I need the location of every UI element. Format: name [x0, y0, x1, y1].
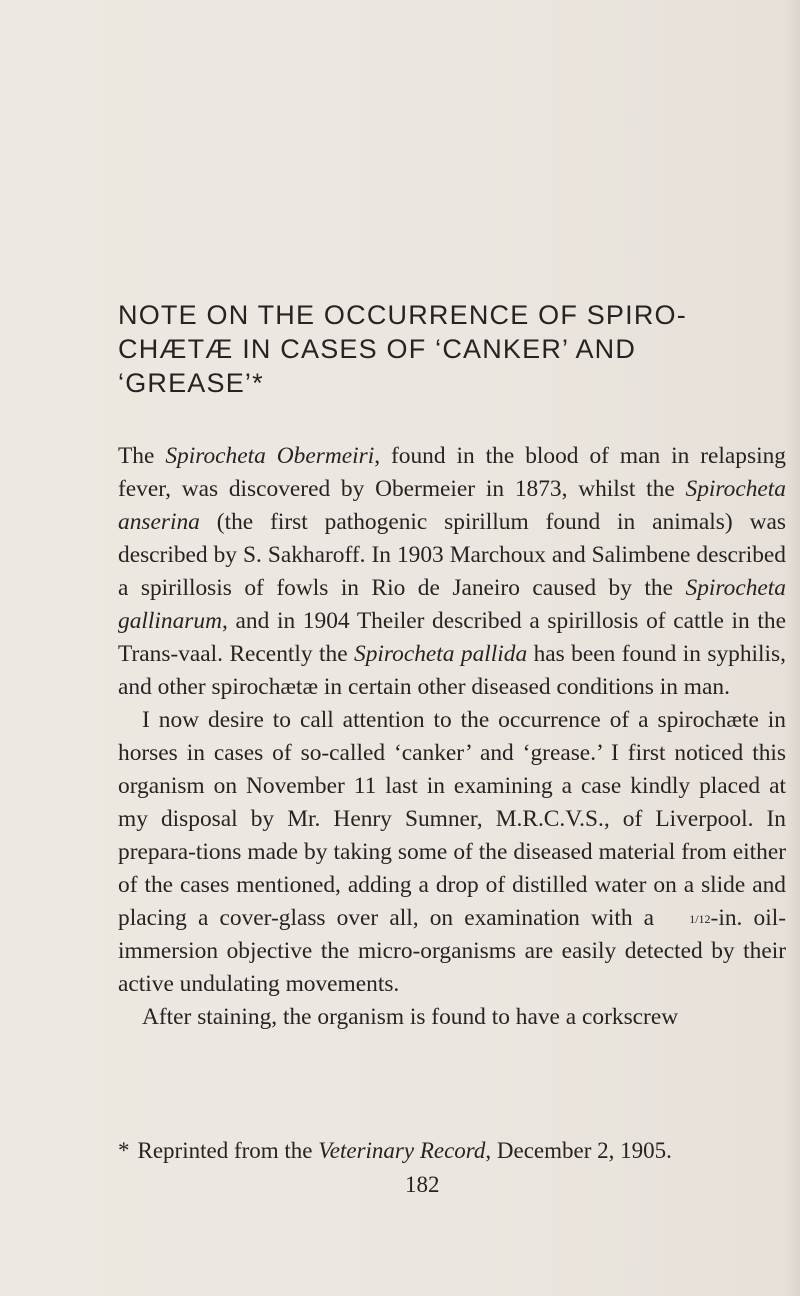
footnote-marker: *	[118, 1138, 130, 1163]
paragraph-3	[118, 1001, 786, 1034]
species-name-pallida: Spirocheta pallida	[354, 641, 528, 667]
paragraph-2	[118, 704, 786, 1001]
paragraph-1-text-5: has been found in syphilis, and other spirochætæ in certain other diseased conditions in man.	[118, 641, 786, 700]
paragraph-1	[118, 440, 786, 704]
footnote-text-1: Reprinted from the	[137, 1138, 319, 1163]
page-edge-shadow	[786, 0, 800, 1296]
article-body	[118, 440, 786, 1034]
species-name-obermeiri: Spirocheta Obermeiri	[165, 443, 375, 469]
article-title: NOTE ON THE OCCURRENCE OF SPIRO- CHÆTÆ IN CASES OF ‘CANKER’ AND ‘GREASE’*	[118, 300, 687, 398]
paragraph-2-text-2: -in. oil-immersion objective the micro-organisms are easily detected by their active undulating movements.	[118, 905, 786, 997]
species-name-gallinarum: Spirocheta gallinarum	[118, 575, 786, 634]
paragraph-2-text-1: I now desire to call attention to the occurrence of a spirochæte in horses in cases of so-called ‘canker’ and ‘grease.’ I first noticed this organism on November 11 last in examining a case kindly placed at my disposal by Mr. Henry Sumner, M.R.C.V.S., of Liverpool. In prepara-tions made by taking some of the diseased material from either of the cases mentioned, adding a drop of distilled water on a slide and placing a cover-glass over all, on examination with a	[118, 707, 786, 931]
paragraph-3-text-1: After staining, the organism is found to have a corkscrew	[142, 1004, 679, 1030]
species-name-anserina: Spirocheta anserina	[118, 476, 786, 535]
paragraph-1-text-4: , and in 1904 Theiler described a spirillosis of cattle in the Trans-vaal. Recently the	[118, 608, 786, 667]
footnote-text-2: , December 2, 1905.	[485, 1138, 672, 1163]
page-number: 182	[405, 1172, 440, 1197]
paragraph-1-text-1: The	[118, 443, 166, 469]
journal-name: Veterinary Record	[318, 1138, 486, 1163]
inch-fraction: 1/12	[689, 912, 711, 926]
footnote	[118, 1136, 786, 1166]
paragraph-1-text-3: (the first pathogenic spirillum found in animals) was described by S. Sakharoff. In 1903 Marchoux and Salimbene described a spirillosis of fowls in Rio de Janeiro caused by the	[118, 509, 786, 601]
paragraph-1-text-2: , found in the blood of man in relapsing fever, was discovered by Obermeier in 1873, whilst the	[118, 443, 786, 502]
